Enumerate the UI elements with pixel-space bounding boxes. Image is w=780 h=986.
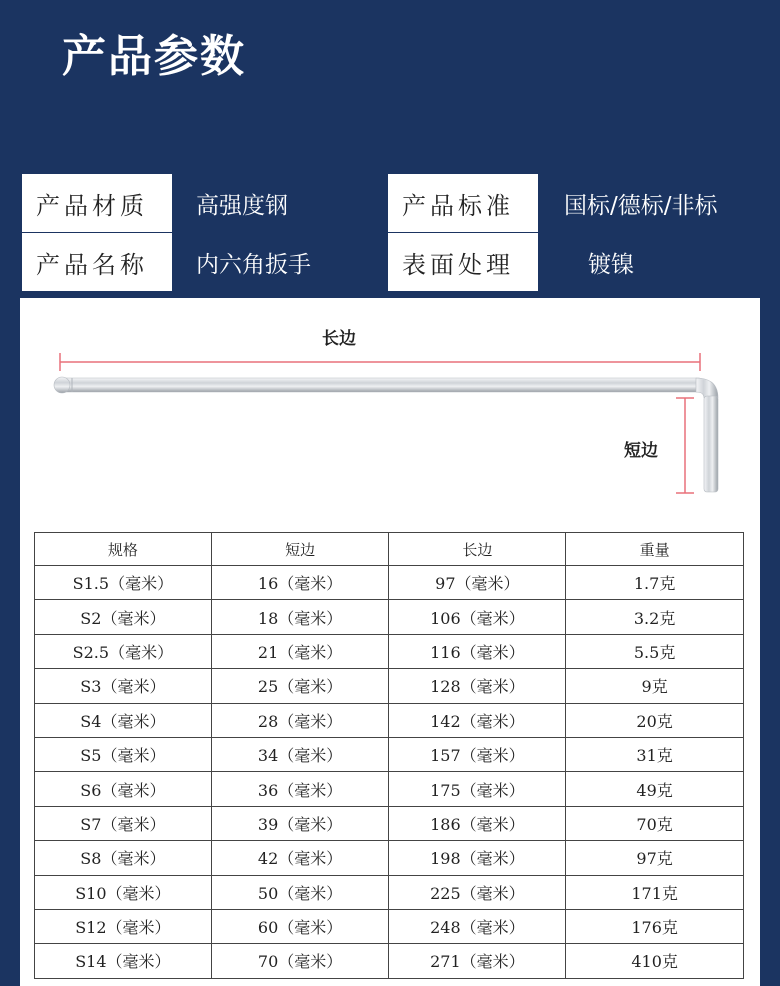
table-cell: 3.2克	[566, 600, 744, 634]
table-cell: S5（毫米）	[35, 737, 212, 771]
table-cell: 9克	[566, 669, 744, 703]
table-cell: 198（毫米）	[389, 841, 566, 875]
table-row	[35, 566, 744, 600]
table-cell: 21（毫米）	[211, 634, 389, 668]
short-side-dimension	[676, 398, 694, 493]
table-cell: S6（毫米）	[35, 772, 212, 806]
header-weight: 重量	[566, 533, 744, 566]
table-row	[35, 737, 744, 771]
spec-label-name: 产品名称	[22, 233, 172, 291]
page-title: 产品参数	[62, 31, 246, 82]
table-cell: 16（毫米）	[211, 566, 389, 600]
table-cell: 39（毫米）	[211, 806, 389, 840]
table-cell: 60（毫米）	[211, 909, 389, 943]
long-side-dimension	[60, 353, 700, 371]
table-cell: 1.7克	[566, 566, 744, 600]
table-cell: S12（毫米）	[35, 909, 212, 943]
header-short-side: 短边	[211, 533, 389, 566]
table-cell: 271（毫米）	[389, 944, 566, 978]
table-cell: S10（毫米）	[35, 875, 212, 909]
table-cell: 25（毫米）	[211, 669, 389, 703]
spec-value-standard: 国标/德标/非标	[564, 192, 718, 219]
table-row	[35, 909, 744, 943]
short-side-label: 短边	[624, 441, 658, 461]
table-row	[35, 841, 744, 875]
table-cell: S1.5（毫米）	[35, 566, 212, 600]
table-cell: 28（毫米）	[211, 703, 389, 737]
product-panel	[20, 298, 760, 986]
table-cell: 410克	[566, 944, 744, 978]
spec-value-name: 内六角扳手	[196, 251, 311, 278]
table-cell: 175（毫米）	[389, 772, 566, 806]
table-row	[35, 875, 744, 909]
long-side-label: 长边	[322, 329, 356, 349]
hex-key-illustration	[20, 298, 760, 518]
table-cell: 97克	[566, 841, 744, 875]
table-row	[35, 703, 744, 737]
table-cell: 20克	[566, 703, 744, 737]
table-cell: 225（毫米）	[389, 875, 566, 909]
spec-label-material: 产品材质	[22, 174, 172, 232]
table-cell: 50（毫米）	[211, 875, 389, 909]
table-cell: 128（毫米）	[389, 669, 566, 703]
table-cell: S4（毫米）	[35, 703, 212, 737]
table-cell: 70（毫米）	[211, 944, 389, 978]
table-body	[35, 566, 744, 979]
table-row	[35, 806, 744, 840]
table-row	[35, 634, 744, 668]
spec-value-finish: 镀镍	[588, 251, 634, 278]
table-cell: 49克	[566, 772, 744, 806]
spec-value-material: 高强度钢	[196, 192, 288, 219]
table-row	[35, 600, 744, 634]
table-cell: S7（毫米）	[35, 806, 212, 840]
table-cell: 36（毫米）	[211, 772, 389, 806]
table-cell: 171克	[566, 875, 744, 909]
table-cell: S14（毫米）	[35, 944, 212, 978]
table-cell: 70克	[566, 806, 744, 840]
table-cell: 34（毫米）	[211, 737, 389, 771]
spec-label-finish: 表面处理	[388, 233, 538, 291]
table-header-row	[35, 533, 744, 566]
table-cell: 186（毫米）	[389, 806, 566, 840]
table-cell: S2.5（毫米）	[35, 634, 212, 668]
table-cell: S3（毫米）	[35, 669, 212, 703]
table-cell: S2（毫米）	[35, 600, 212, 634]
table-cell: 42（毫米）	[211, 841, 389, 875]
header-long-side: 长边	[389, 533, 566, 566]
table-cell: 97（毫米）	[389, 566, 566, 600]
table-row	[35, 669, 744, 703]
table-row	[35, 772, 744, 806]
table-cell: 5.5克	[566, 634, 744, 668]
table-cell: 18（毫米）	[211, 600, 389, 634]
table-cell: 248（毫米）	[389, 909, 566, 943]
table-cell: 116（毫米）	[389, 634, 566, 668]
header-size: 规格	[35, 533, 212, 566]
hex-key-diagram	[20, 298, 760, 518]
spec-label-standard: 产品标准	[388, 174, 538, 232]
spec-grid	[22, 174, 760, 291]
table-cell: 157（毫米）	[389, 737, 566, 771]
size-spec-table	[34, 532, 744, 979]
table-cell: S8（毫米）	[35, 841, 212, 875]
table-cell: 176克	[566, 909, 744, 943]
table-cell: 142（毫米）	[389, 703, 566, 737]
table-cell: 31克	[566, 737, 744, 771]
table-row	[35, 944, 744, 978]
table-cell: 106（毫米）	[389, 600, 566, 634]
